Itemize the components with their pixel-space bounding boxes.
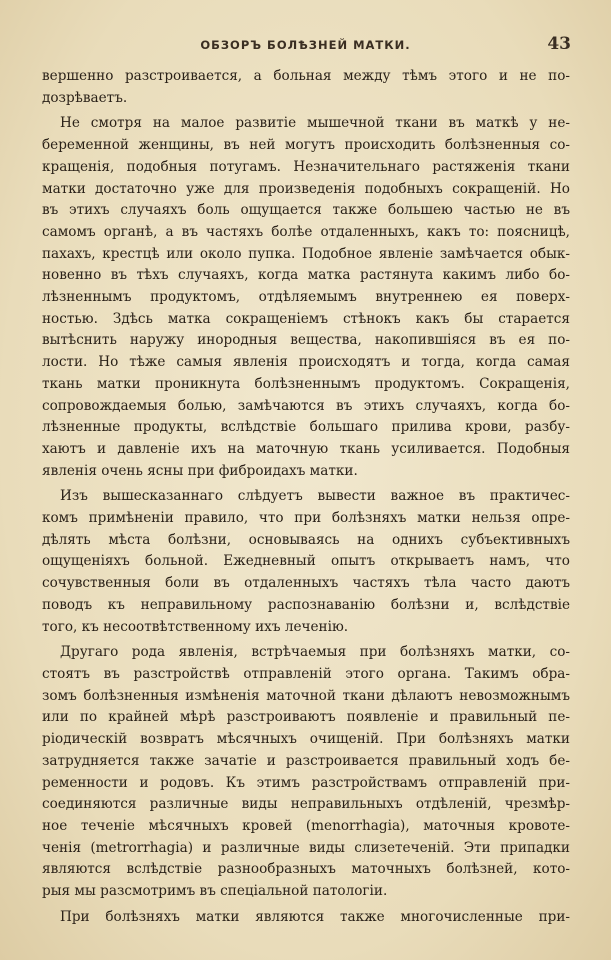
text-line: матки достаточно уже для произведенія подобныхъ сокращеній. Но	[42, 180, 570, 197]
paragraph	[42, 907, 570, 929]
text-line: затрудняется также зачатіе и разстроивается правильный ходъ бе-	[42, 752, 570, 769]
text-line: беременной женщины, въ ней могутъ происходить болѣзненныя со-	[42, 137, 570, 154]
text-line: Изъ вышесказаннаго слѣдуетъ вывести важное въ практичес-	[60, 488, 570, 505]
text-line: ткань матки проникнута болѣзненнымъ продуктомъ. Сокращенія,	[42, 375, 570, 392]
text-line: зомъ болѣзненныя измѣненія маточной ткани дѣлаютъ невозможнымъ	[42, 687, 570, 704]
text-line: дозрѣваетъ.	[42, 89, 128, 106]
paragraph	[42, 66, 570, 109]
text-line: сопровождаемыя болью, замѣчаются въ этихъ случаяхъ, когда бо-	[42, 397, 570, 414]
text-line: или по крайней мѣрѣ разстроиваютъ появленіе и правильный пе-	[42, 709, 570, 726]
text-line: При болѣзняхъ матки являются также многочисленные при-	[60, 908, 570, 925]
text-line: въ этихъ случаяхъ боль ощущается также большею частью не въ	[42, 202, 570, 219]
text-line: являются вслѣдствіе разнообразныхъ маточныхъ болѣзней, кото-	[42, 861, 570, 878]
text-line: того, къ несоотвѣтственному ихъ леченію.	[42, 618, 349, 635]
text-line: дѣлять мѣста болѣзни, основываясь на однихъ субъективныхъ	[42, 531, 570, 548]
text-line: ченія (metrorrhagia) и различные виды слизетеченій. Эти припадки	[42, 839, 570, 856]
paragraph	[42, 113, 570, 482]
text-line: вершенно разстроивается, а больная между тѣмъ этого и не по-	[42, 68, 570, 84]
text-line: стоятъ въ разстройствѣ отправленій этого органа. Такимъ обра-	[42, 665, 570, 682]
text-line: лости. Но тѣже самыя явленія происходятъ и тогда, когда самая	[42, 354, 570, 371]
text-line: поводъ къ неправильному распознаванію болѣзни и, вслѣдствіе	[42, 596, 570, 613]
paragraph	[42, 486, 570, 638]
body-text	[42, 66, 570, 928]
text-line: комъ примѣненіи правило, что при болѣзняхъ матки нельзя опре-	[42, 510, 570, 527]
text-line: ощущеніяхъ больной. Ежедневный опытъ открываетъ намъ, что	[42, 553, 570, 570]
text-line: лѣзненнымъ продуктомъ, отдѣляемымъ внутреннею ея поверх-	[42, 289, 570, 306]
text-line: ностью. Здѣсь матка сокращеніемъ стѣнокъ какъ бы старается	[42, 310, 570, 327]
text-line: явленія очень ясны при фиброидахъ матки.	[42, 462, 358, 479]
text-line: кращенія, подобныя потугамъ. Незначительнаго растяженія ткани	[42, 158, 570, 175]
paragraph	[42, 642, 570, 902]
running-title: ОБЗОРЪ БОЛѢЗНЕЙ МАТКИ.	[200, 38, 411, 52]
text-line: сочувственныя боли въ отдаленныхъ частяхъ тѣла часто даютъ	[42, 575, 570, 592]
text-line: соединяются различные виды неправильныхъ отдѣленій, чрезмѣр-	[42, 796, 570, 813]
page-header	[40, 34, 571, 56]
text-line: лѣзненные продукты, вслѣдствіе большаго прилива крови, разбу-	[42, 419, 570, 436]
text-line: ное теченіе мѣсячныхъ кровей (menorrhagia), маточныя кровоте-	[42, 817, 570, 834]
text-line: пахахъ, крестцѣ или около пупка. Подобное явленіе замѣчается обык-	[42, 245, 570, 262]
text-line: вытѣснить наружу инородныя вещества, накопившіяся въ ея по-	[42, 332, 570, 349]
text-line: рыя мы разсмотримъ въ спеціальной патологіи.	[42, 883, 388, 900]
text-line: самомъ органѣ, а въ частяхъ болѣе отдаленныхъ, какъ то: поясницѣ,	[42, 223, 570, 240]
text-line: Не смотря на малое развитіе мышечной ткани въ маткѣ у не-	[60, 115, 570, 132]
text-line: ременности и родовъ. Къ этимъ разстройствамъ отправленій при-	[42, 774, 570, 791]
text-line: ріодическій возвратъ мѣсячныхъ очищеній. При болѣзняхъ матки	[42, 731, 570, 748]
text-line: новенно въ тѣхъ случаяхъ, когда матка растянута какимъ либо бо-	[42, 267, 570, 284]
page-number: 43	[547, 34, 571, 54]
text-line: хаютъ и давленіе ихъ на маточную ткань усиливается. Подобныя	[42, 440, 570, 457]
text-line: Другаго рода явленія, встрѣчаемыя при болѣзняхъ матки, со-	[60, 644, 570, 661]
